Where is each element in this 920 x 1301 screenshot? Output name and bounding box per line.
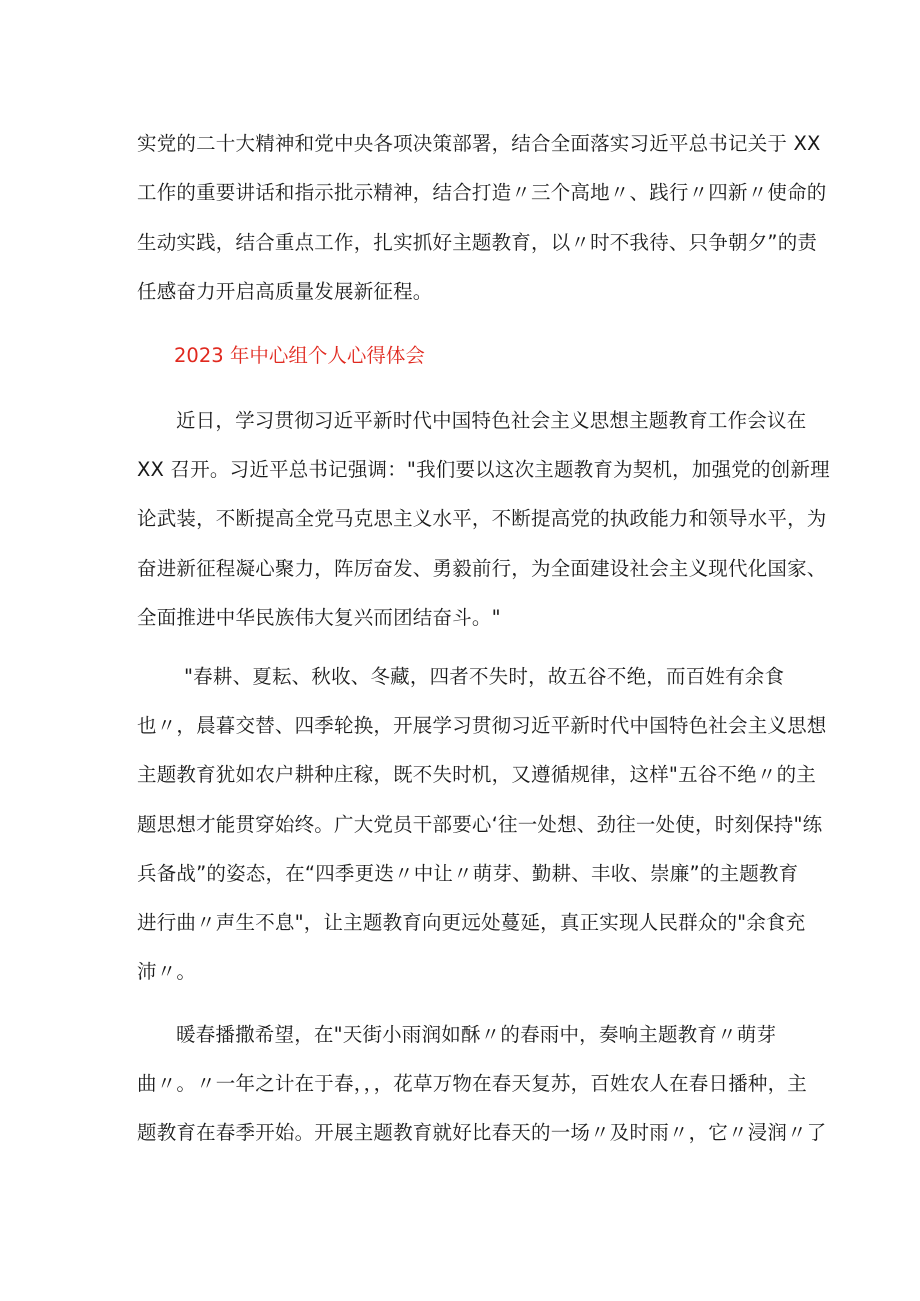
paragraph-line: 兵备战”的姿态，在“四季更迭〃中让〃萌芽、勤耕、丰收、崇廉”的主题教育 — [137, 862, 799, 885]
paragraph-line: 暖春播撒希望，在"天街小雨润如酥〃的春雨中，奏响主题教育〃萌芽 — [176, 1023, 777, 1046]
section-title: 2023 年中心组个人心得体会 — [174, 344, 425, 367]
paragraph-line: "春耕、夏耘、秋收、冬藏，四者不失时，故五谷不绝，而百姓有余食 — [184, 665, 785, 688]
paragraph-line: XX 召开。习近平总书记强调："我们要以这次主题教育为契机，加强党的创新理 — [137, 458, 830, 481]
paragraph-line: 也〃，晨暮交替、四季轮换，开展学习贯彻习近平新时代中国特色社会主义思想 — [137, 714, 827, 737]
intro-line: 实党的二十大精神和党中央各项决策部署，结合全面落实习近平总书记关于 XX — [137, 132, 821, 155]
paragraph-line: 主题教育犹如农户耕种庄稼，既不失时机，又遵循规律，这样"五谷不绝〃的主 — [137, 763, 816, 786]
intro-line: 生动实践，结合重点工作，扎实抓好主题教育，以〃时不我待、只争朝夕”的责 — [137, 231, 818, 254]
paragraph-line: 沛〃。 — [137, 960, 197, 983]
paragraph-line: 曲〃。〃一年之计在于春，，，花草万物在春天复苏，百姓农人在春日播种，主 — [137, 1072, 808, 1095]
intro-line: 任感奋力开启高质量发展新征程。 — [137, 280, 433, 303]
paragraph-line: 进行曲〃声生不息"，让主题教育向更远处蔓延，真正实现人民群众的"余食充 — [137, 911, 806, 934]
paragraph-line: 题教育在春季开始。开展主题教育就好比春天的一场〃及时雨〃，它〃浸润〃了 — [137, 1121, 827, 1144]
paragraph-line: 奋进新征程凝心聚力，阵厉奋发、勇毅前行，为全面建设社会主义现代化国家、 — [137, 557, 827, 580]
paragraph-line: 题思想才能贯穿始终。广大党员干部要心‘往一处想、劲往一处使，时刻保持"练 — [137, 813, 823, 836]
paragraph-line: 全面推进中华民族伟大复兴而团结奋斗。" — [137, 606, 501, 629]
intro-line: 工作的重要讲话和指示批示精神，结合打造〃三个高地〃、践行〃四新〃使命的 — [137, 181, 827, 204]
paragraph-line: 近日，学习贯彻习近平新时代中国特色社会主义思想主题教育工作会议在 — [176, 409, 807, 432]
paragraph-line: 论武装，不断提高全党马克思主义水平，不断提高党的执政能力和领导水平，为 — [137, 507, 827, 530]
